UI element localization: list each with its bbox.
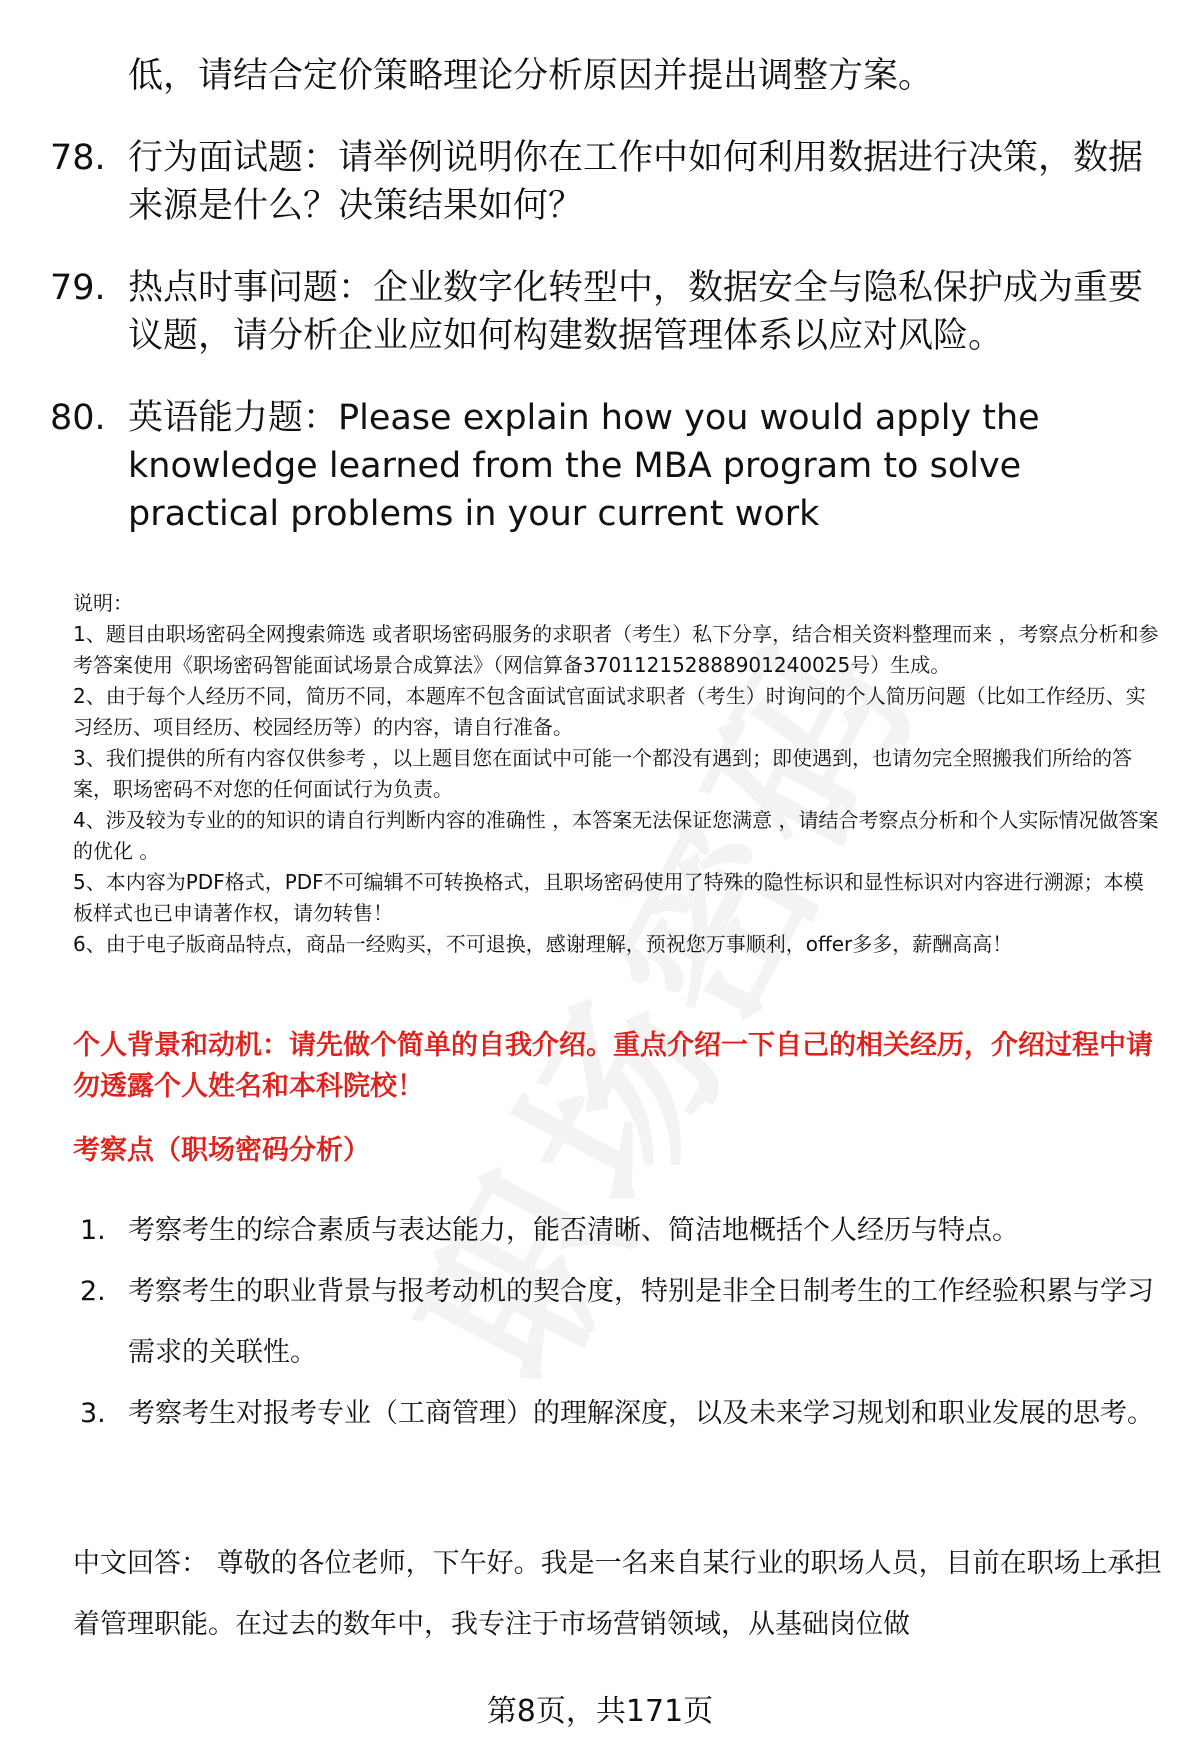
question-item bbox=[50, 394, 1160, 538]
note-item: 1、题目由职场密码全网搜索筛选 或者职场密码服务的求职者（考生）私下分享，结合相关资料整理而来 ，考察点分析和参考答案使用《职场密码智能面试场景合成算法》（网信算备370112152888901240025号）生成。 bbox=[73, 622, 1159, 677]
notes-section bbox=[73, 588, 1163, 960]
question-item bbox=[50, 134, 1160, 230]
point-number: 2. bbox=[80, 1276, 106, 1307]
note-item: 3、我们提供的所有内容仅供参考 ，以上题目您在面试中可能一个都没有遇到；即使遇到，也请勿完全照搬我们所给的答案，职场密码不对您的任何面试行为负责。 bbox=[73, 746, 1133, 801]
question-number: 80. bbox=[50, 398, 106, 438]
continuation-text: 低，请结合定价策略理论分析原因并提出调整方案。 bbox=[128, 56, 934, 96]
page-footer: 第8页，共171页 bbox=[486, 1694, 714, 1729]
question-text: 英语能力题：Please explain how you would apply the knowledge learned from the MBA program to solve practical problems in your current work bbox=[128, 398, 1040, 534]
question-number: 78. bbox=[50, 138, 106, 178]
answer-text: 中文回答： 尊敬的各位老师，下午好。我是一名来自某行业的职场人员，目前在职场上承担着管理职能。在过去的数年中，我专注于市场营销领域，从基础岗位做 bbox=[73, 1548, 1162, 1640]
question-number: 79. bbox=[50, 268, 106, 308]
section-title: 个人背景和动机：请先做个简单的自我介绍。重点介绍一下自己的相关经历，介绍过程中请勿透露个人姓名和本科院校！ bbox=[73, 1030, 1153, 1102]
notes-title: 说明： bbox=[73, 591, 133, 615]
question-item bbox=[50, 264, 1160, 360]
question-text: 行为面试题：请举例说明你在工作中如何利用数据进行决策，数据来源是什么？决策结果如何？ bbox=[128, 138, 1144, 226]
question-continuation bbox=[50, 52, 1160, 100]
point-item bbox=[80, 1383, 1160, 1444]
point-text: 考察考生对报考专业（工商管理）的理解深度，以及未来学习规划和职业发展的思考。 bbox=[128, 1398, 1154, 1429]
assessment-points bbox=[80, 1200, 1160, 1444]
note-item: 5、本内容为PDF格式，PDF不可编辑不可转换格式，且职场密码使用了特殊的隐性标识和显性标识对内容进行溯源；本模板样式也已申请著作权，请勿转售！ bbox=[73, 870, 1144, 925]
point-number: 1. bbox=[80, 1215, 106, 1246]
question-text: 热点时事问题：企业数字化转型中，数据安全与隐私保护成为重要议题，请分析企业应如何构建数据管理体系以应对风险。 bbox=[128, 268, 1144, 356]
points-title: 考察点（职场密码分析） bbox=[73, 1135, 370, 1166]
note-item: 6、由于电子版商品特点，商品一经购买，不可退换，感谢理解，预祝您万事顺利，offer多多，薪酬高高！ bbox=[73, 932, 1013, 956]
point-item bbox=[80, 1261, 1160, 1383]
question-list bbox=[50, 52, 1160, 572]
point-number: 3. bbox=[80, 1398, 106, 1429]
point-text: 考察考生的职业背景与报考动机的契合度，特别是非全日制考生的工作经验积累与学习需求的关联性。 bbox=[128, 1276, 1154, 1368]
point-text: 考察考生的综合素质与表达能力，能否清晰、简洁地概括个人经历与特点。 bbox=[128, 1215, 1019, 1246]
point-item bbox=[80, 1200, 1160, 1261]
note-item: 4、涉及较为专业的的知识的请自行判断内容的准确性 ，本答案无法保证您满意 ，请结合考察点分析和个人实际情况做答案的优化 。 bbox=[73, 808, 1159, 863]
note-item: 2、由于每个人经历不同，简历不同，本题库不包含面试官面试求职者（考生）时询问的个人简历问题（比如工作经历、实习经历、项目经历、校园经历等）的内容，请自行准备。 bbox=[73, 684, 1146, 739]
